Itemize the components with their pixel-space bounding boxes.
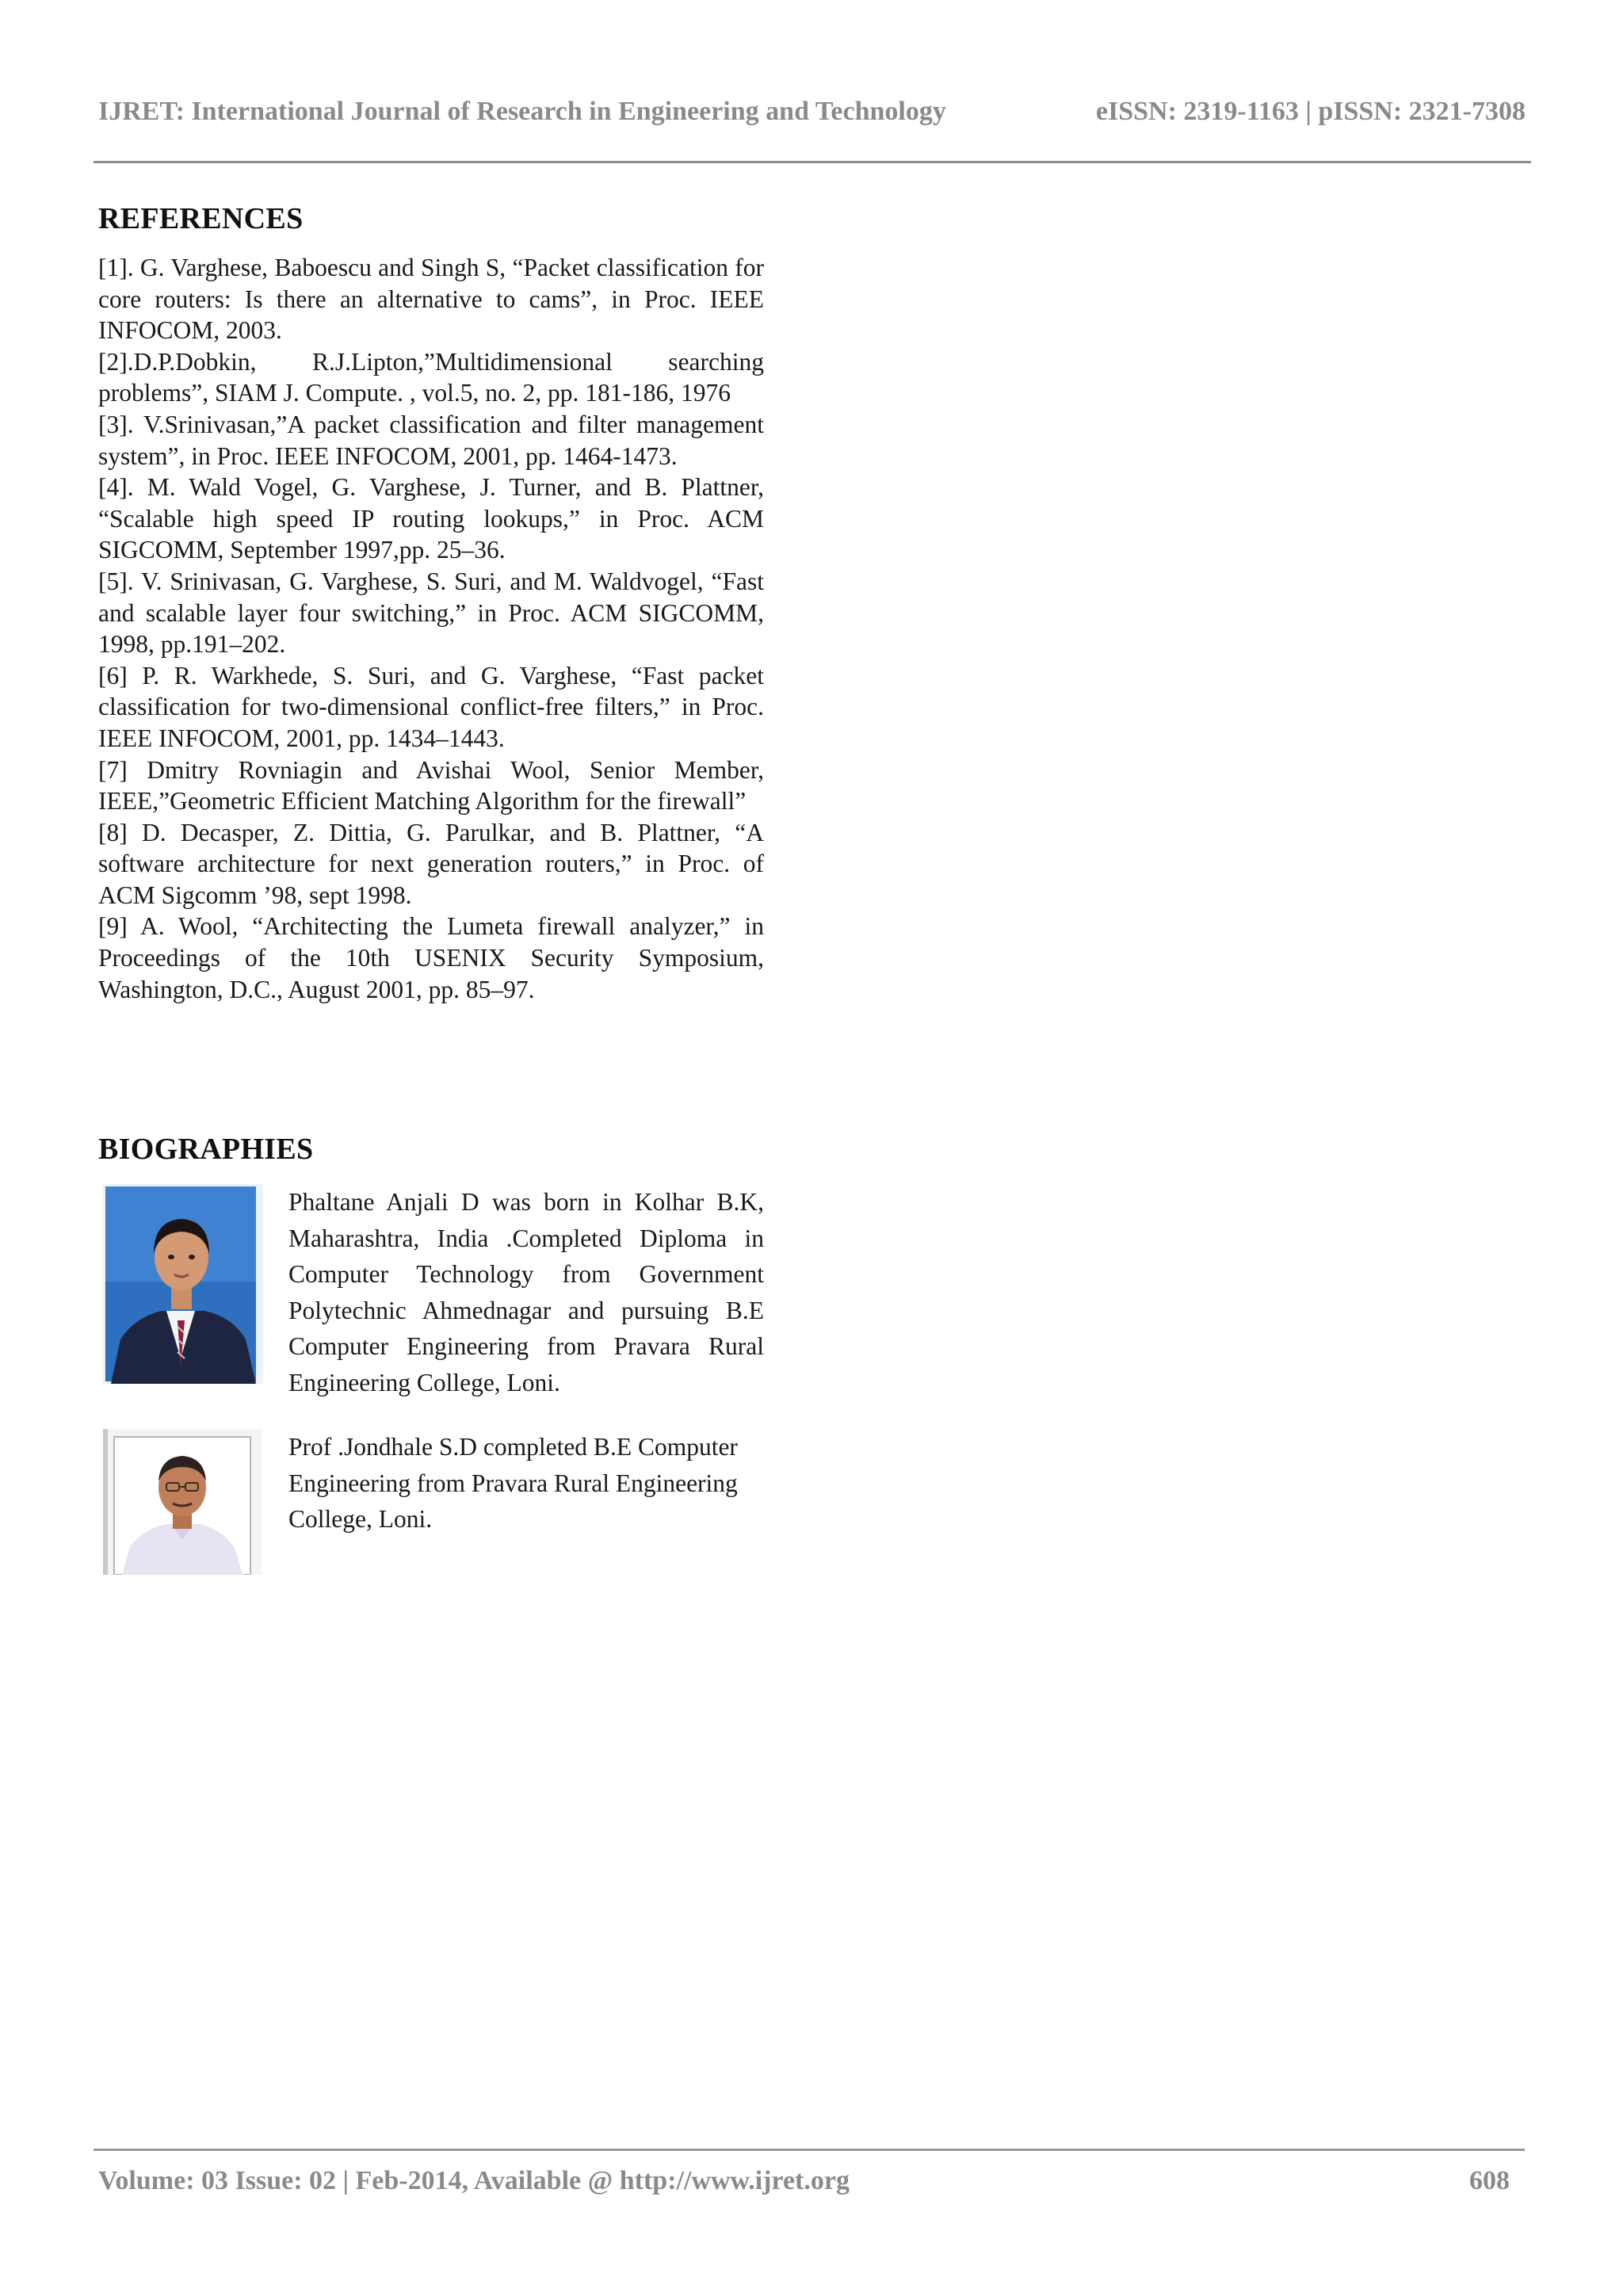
reference-item: [2].D.P.Dobkin, R.J.Lipton,”Multidimensional searching problems”, SIAM J. Compute. , vol.5, no. 2, pp. 181-186, 1976 <box>98 347 764 407</box>
issn-numbers: eISSN: 2319-1163 | pISSN: 2321-7308 <box>1095 97 1526 126</box>
biography-text: Prof .Jondhale S.D completed B.E Computer Engineering from Pravara Rural Engineering College, Loni. <box>288 1433 738 1533</box>
reference-item: [3]. V.Srinivasan,”A packet classification and filter management system”, in Proc. IEEE INFOCOM, 2001, pp. 1464-1473. <box>98 410 764 470</box>
reference-item: [1]. G. Varghese, Baboescu and Singh S, “Packet classification for core routers: Is there an alternative to cams”, in Proc. IEEE INFOCOM, 2003. <box>98 254 764 345</box>
header-rule <box>94 161 1531 163</box>
reference-item: [9] A. Wool, “Architecting the Lumeta firewall analyzer,” in Proceedings of the 10th USENIX Security Symposium, Washington, D.C., August 2001, pp. 85–97. <box>98 912 764 1003</box>
references-list <box>98 252 764 1005</box>
reference-item: [7] Dmitry Rovniagin and Avishai Wool, Senior Member, IEEE,”Geometric Efficient Matching Algorithm for the firewall” <box>98 755 764 816</box>
biography-text: Phaltane Anjali D was born in Kolhar B.K, Maharashtra, India .Completed Diploma in Computer Technology from Government Polytechnic Ahmednagar and pursuing B.E Computer Engineering from Pravara Rural Engineering College, Loni. <box>288 1188 764 1396</box>
page-number: 608 <box>1469 2166 1510 2195</box>
footer-rule <box>94 2149 1525 2151</box>
reference-item: [8] D. Decasper, Z. Dittia, G. Parulkar, and B. Plattner, “A software architecture for next generation routers,” in Proc. of ACM Sigcomm ’98, sept 1998. <box>98 818 764 909</box>
page-header <box>98 97 1525 135</box>
author-photo <box>103 1429 262 1575</box>
volume-info: Volume: 03 Issue: 02 | Feb-2014, Available @ http://www.ijret.org <box>98 2166 850 2195</box>
journal-title: IJRET: International Journal of Research in Engineering and Technology <box>98 97 946 126</box>
references-heading: REFERENCES <box>98 202 304 235</box>
reference-item: [5]. V. Srinivasan, G. Varghese, S. Suri, and M. Waldvogel, “Fast and scalable layer four switching,” in Proc. ACM SIGCOMM, 1998, pp.191–202. <box>98 567 764 659</box>
author-photo <box>103 1184 263 1384</box>
reference-item: [4]. M. Wald Vogel, G. Varghese, J. Turner, and B. Plattner, “Scalable high speed IP routing lookups,” in Proc. ACM SIGCOMM, September 1997,pp. 25–36. <box>98 473 764 564</box>
page-footer <box>98 2166 1509 2204</box>
biographies-heading: BIOGRAPHIES <box>98 1133 314 1166</box>
reference-item: [6] P. R. Warkhede, S. Suri, and G. Varghese, “Fast packet classification for two-dimensional conflict-free filters,” in Proc. IEEE INFOCOM, 2001, pp. 1434–1443. <box>98 661 764 752</box>
